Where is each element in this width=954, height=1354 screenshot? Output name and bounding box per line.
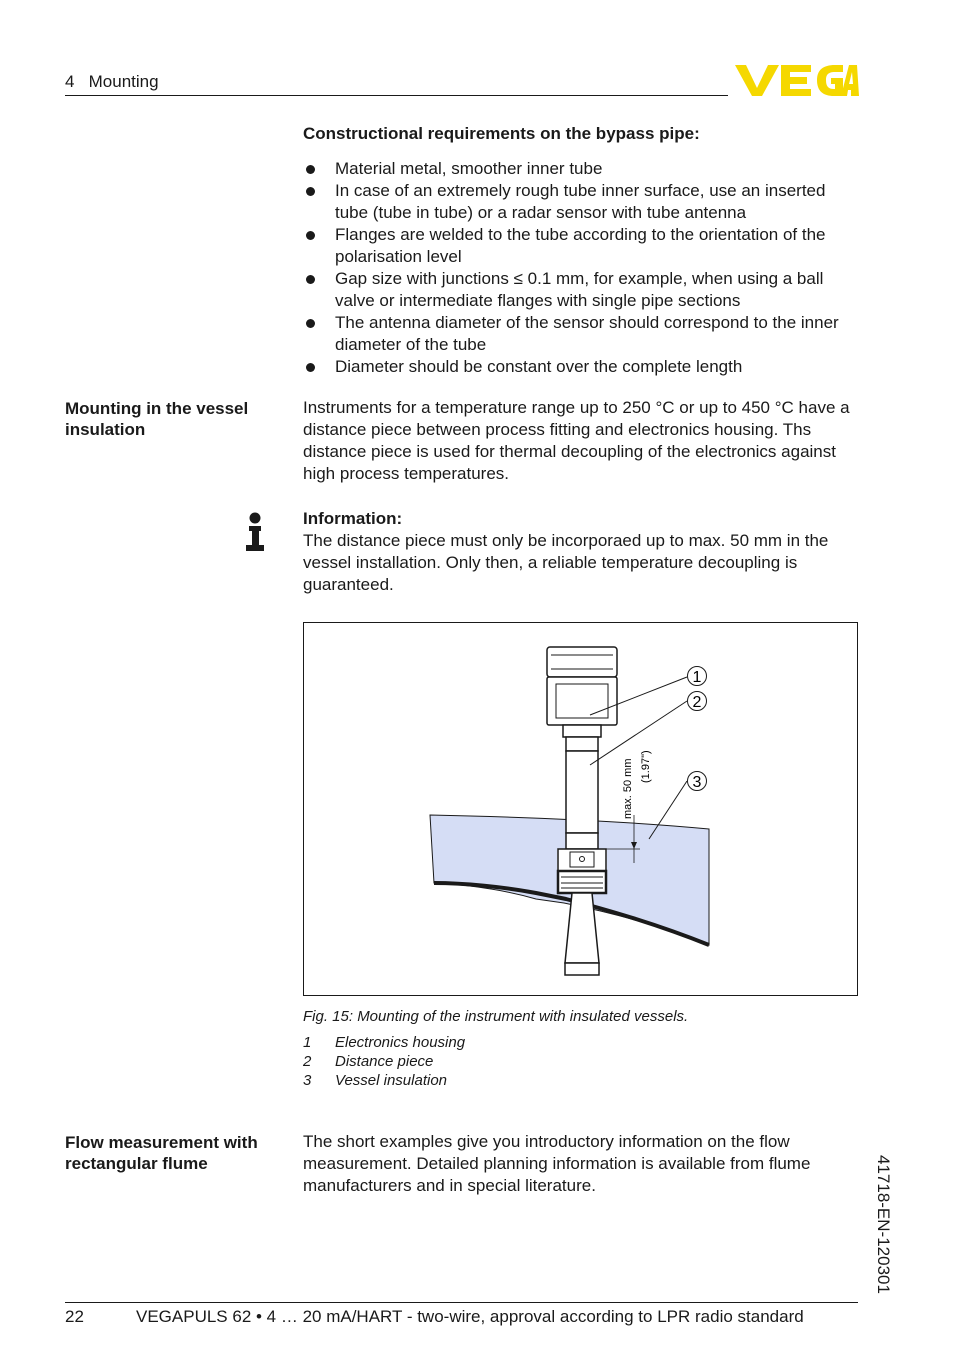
insulation-paragraph: Instruments for a temperature range up to 250 °C or up to 450 °C have a distance piece between process fitting and electronics housing. Ths distance piece is used for thermal decoupling of the electronics against high process temperatures. [303,398,850,483]
bullet-icon [306,319,315,328]
page-number: 22 [65,1307,84,1326]
list-item: Material metal, smoother inner tube [303,158,863,180]
mounting-drawing [304,623,857,995]
info-heading: Information: [303,509,403,528]
info-text: The distance piece must only be incorporaed up to max. 50 mm in the vessel installation. Only then, a reliable temperature decoupling is guaranteed. [303,531,829,594]
section-header: 4 Mounting [65,72,159,91]
flow-side-heading: Flow measurement with rectangular flume [65,1133,258,1173]
list-item: Gap size with junctions ≤ 0.1 mm, for example, when using a ball valve or intermediate flanges with single pipe sections [303,268,863,312]
legend-item: 3 Vessel insulation [303,1072,448,1089]
bullet-icon [306,165,315,174]
bullet-icon [306,187,315,196]
bypass-heading: Constructional requirements on the bypass pipe: [303,124,700,143]
legend-item: 1 Electronics housing [303,1034,466,1051]
svg-text:2: 2 [692,694,702,711]
bypass-requirements-list [303,158,863,378]
bullet-icon [306,275,315,284]
electronics-housing-cap [547,647,617,677]
figure-frame [303,622,858,996]
list-item: Flanges are welded to the tube according to the orientation of the polarisation level [303,224,863,268]
figure-caption: Fig. 15: Mounting of the instrument with insulated vessels. [303,1008,689,1025]
dimension-inch: (1.97") [640,750,652,783]
svg-text:1: 1 [692,669,702,686]
info-icon [244,512,266,552]
bullet-icon [306,363,315,372]
legend-item: 2 Distance piece [303,1053,434,1070]
bullet-icon [306,231,315,240]
vega-logo [735,62,859,98]
figure-legend [303,1033,465,1090]
list-item: Diameter should be constant over the complete length [303,356,863,378]
list-item: The antenna diameter of the sensor should correspond to the inner diameter of the tube [303,312,863,356]
footer-title: VEGAPULS 62 • 4 … 20 mA/HART - two-wire, approval according to LPR radio standard [136,1307,804,1326]
flow-paragraph: The short examples give you introductory information on the flow measurement. Detailed planning information is available from flume manufacturers and in special literature. [303,1132,811,1195]
insulation-side-heading: Mounting in the vessel insulation [65,399,249,439]
list-item: In case of an extremely rough tube inner surface, use an inserted tube (tube in tube) or a radar sensor with tube antenna [303,180,863,224]
header-rule [65,95,728,96]
dimension-label: max. 50 mm [622,758,634,819]
footer-rule [65,1302,858,1303]
document-id: 41718-EN-120301 [874,1155,893,1294]
svg-text:3: 3 [692,774,702,791]
